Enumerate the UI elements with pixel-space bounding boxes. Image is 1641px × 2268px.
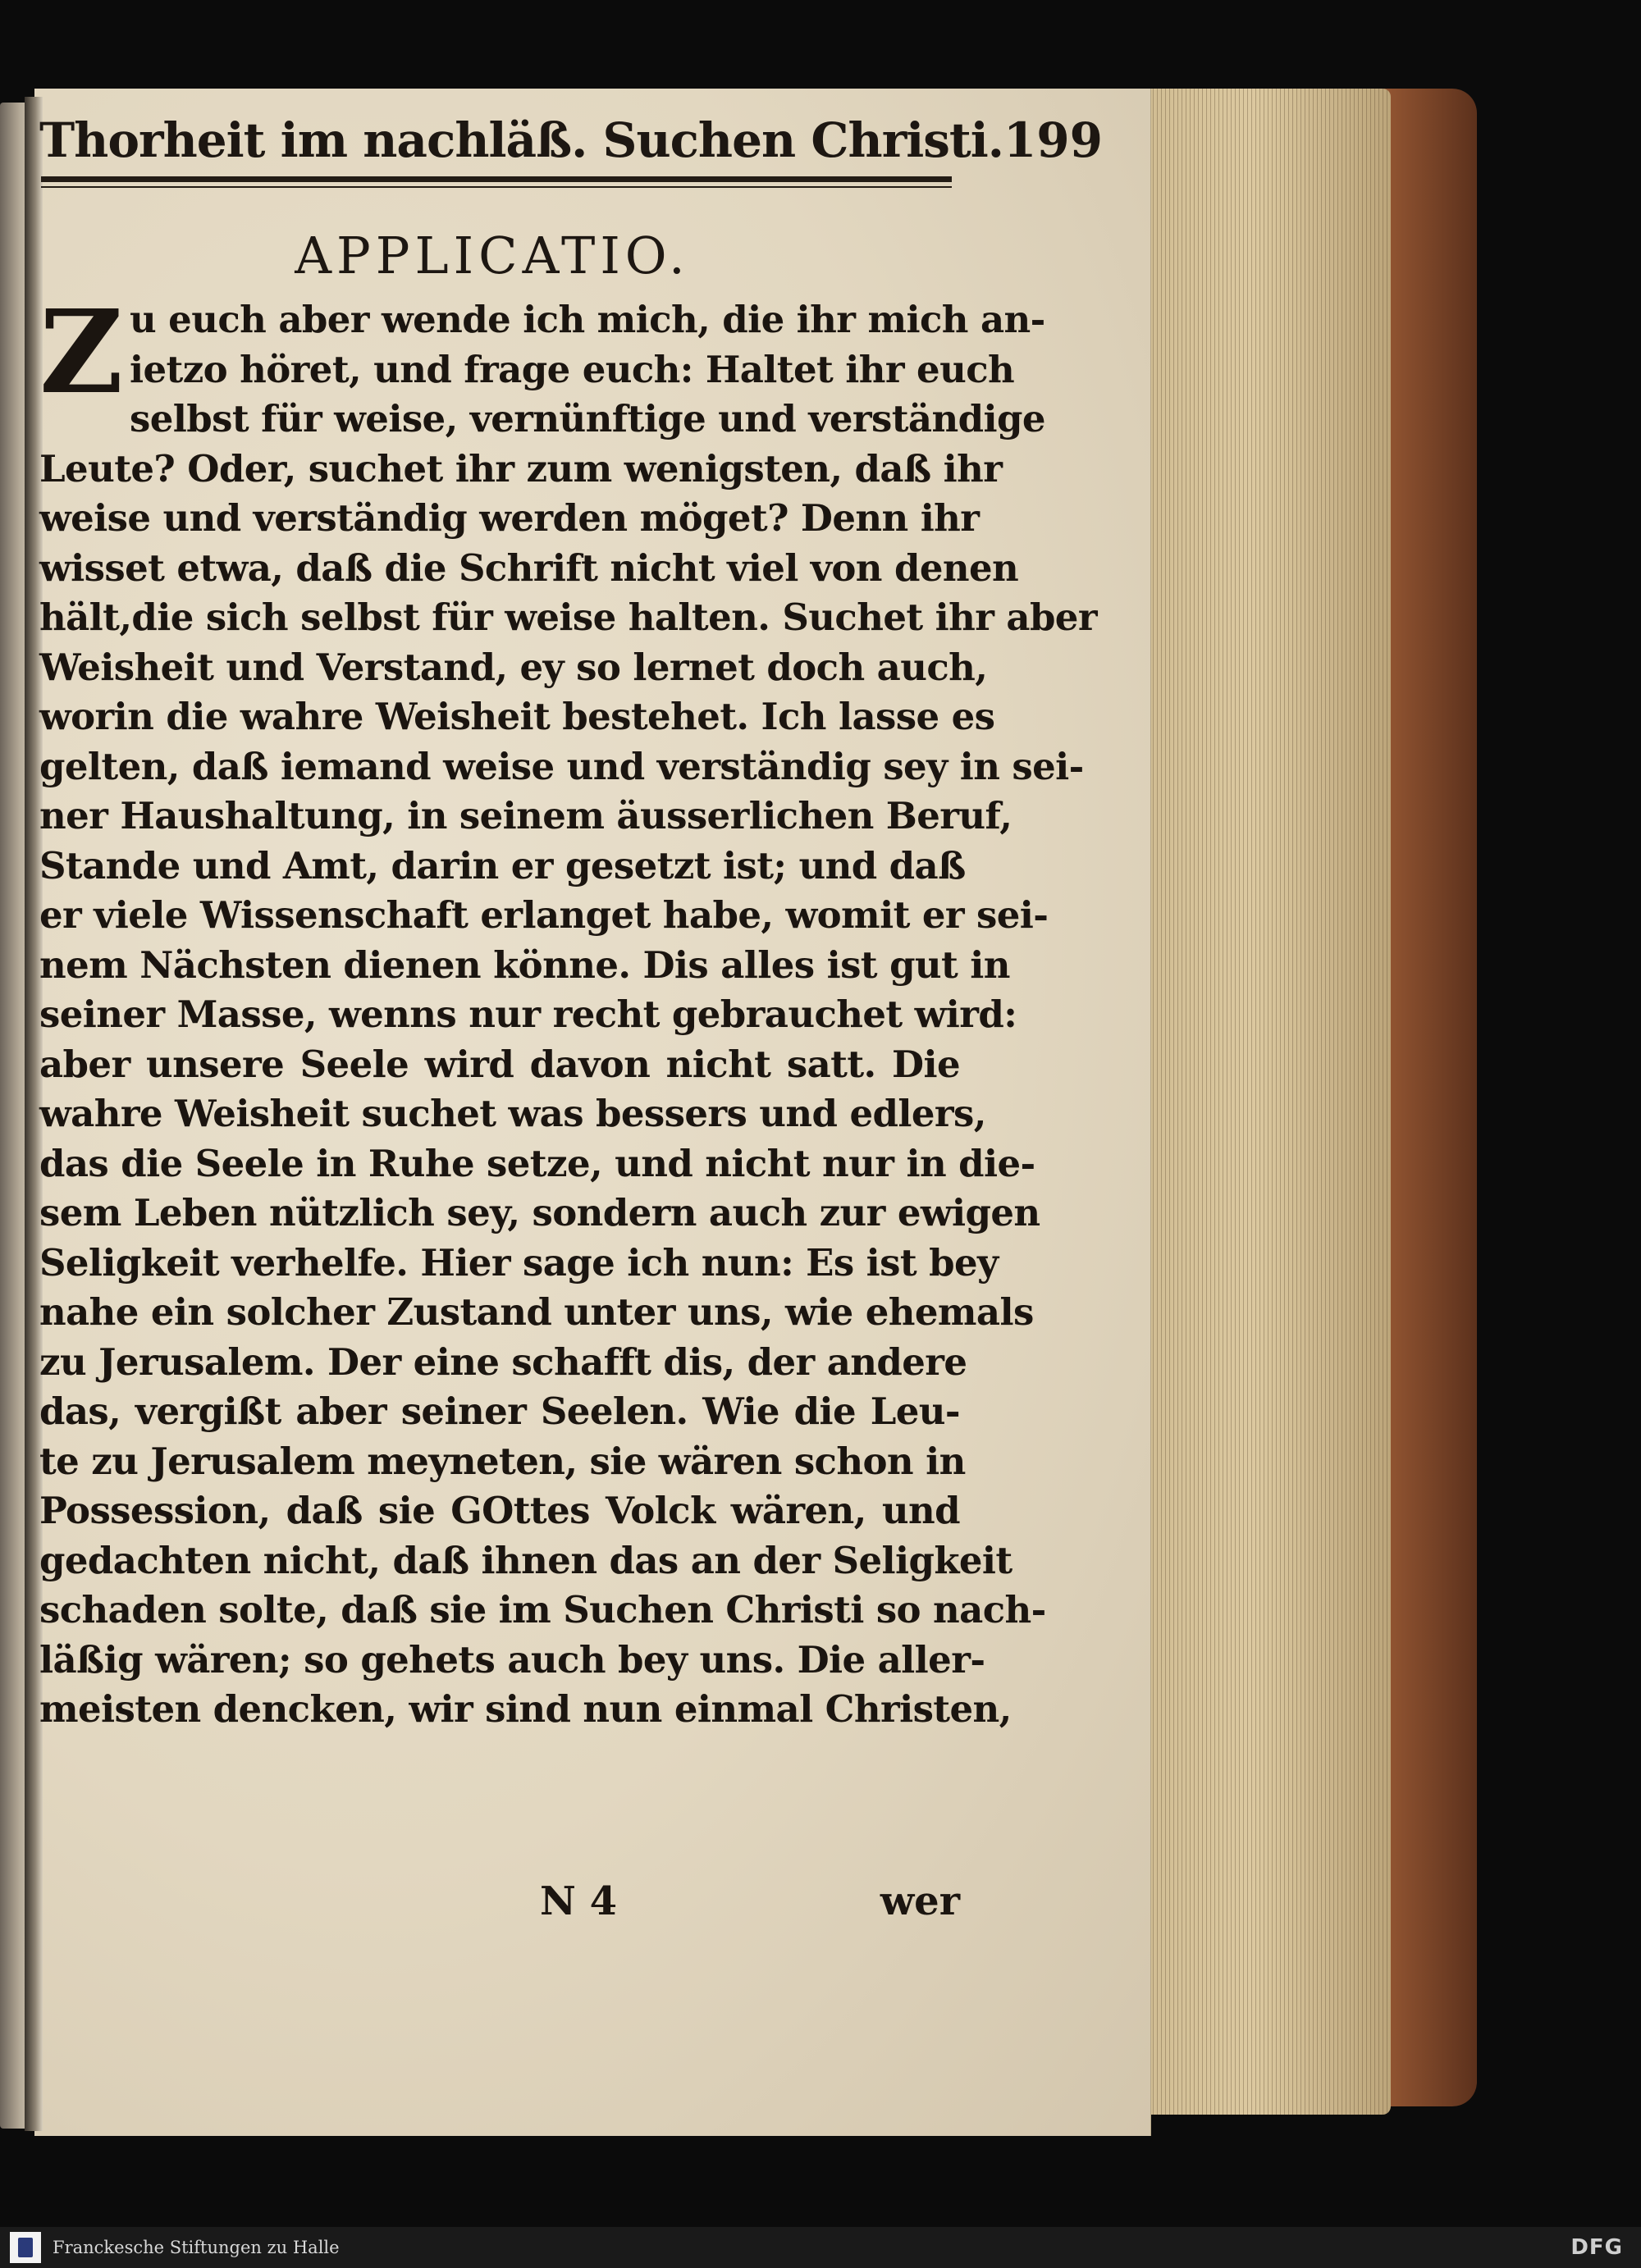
text-line: selbst für weise, vernünftige und verständige (130, 397, 1045, 440)
text-line: hält,die sich selbst für weise halten. Suchet ihr aber (39, 596, 1097, 639)
text-line: weise und verständig werden möget? Denn ihr (39, 496, 980, 540)
section-heading: APPLICATIO. (295, 226, 690, 285)
text-line: gedachten nicht, daß ihnen das an der Seligkeit (39, 1538, 1012, 1582)
text-line: wisset etwa, daß die Schrift nicht viel von denen (39, 545, 1019, 590)
signature-mark: N 4 (540, 1878, 617, 1924)
text-line: Stande und Amt, darin er gesetzt ist; und daß (39, 843, 966, 888)
page-footer (39, 1878, 960, 1936)
text-line: sem Leben nützlich sey, sondern auch zur ewigen (39, 1191, 1040, 1234)
text-line: ner Haushaltung, in seinem äusserlichen Beruf, (39, 794, 1012, 837)
text-line: Weisheit und Verstand, ey so lernet doch auch, (39, 645, 988, 689)
institution-logo-icon (10, 2232, 41, 2263)
institution-name: Franckesche Stiftungen zu Halle (53, 2238, 340, 2257)
dfg-logo: DFG (1570, 2235, 1623, 2260)
page-header (39, 103, 1104, 168)
text-line: te zu Jerusalem meyneten, sie wären schon in (39, 1439, 966, 1483)
text-line: meisten dencken, wir sind nun einmal Christen, (39, 1687, 1012, 1731)
text-line: u euch aber wende ich mich, die ihr mich an- (130, 298, 1045, 341)
text-line: zu Jerusalem. Der eine schafft dis, der andere (39, 1339, 967, 1384)
text-line: nahe ein solcher Zustand unter uns, wie ehemals (39, 1290, 1034, 1334)
text-line: nem Nächsten dienen könne. Dis alles ist gut in (39, 942, 1010, 987)
text-line: aber unsere Seele wird davon nicht satt. Die (39, 1042, 960, 1086)
text-line: seiner Masse, wenns nur recht gebrauchet wird: (39, 993, 1017, 1036)
text-line: Leute? Oder, suchet ihr zum wenigsten, daß ihr (39, 446, 1003, 491)
header-rule-thin (41, 186, 952, 188)
text-line: läßig wären; so gehets auch bey uns. Die aller- (39, 1637, 985, 1682)
text-line: wahre Weisheit suchet was bessers und edlers, (39, 1092, 986, 1135)
text-line: er viele Wissenschaft erlanget habe, womit er sei- (39, 893, 1049, 937)
header-rule (41, 176, 952, 182)
text-line: Seligkeit verhelfe. Hier sage ich nun: Es ist bey (39, 1240, 999, 1285)
drop-initial: Z (39, 285, 124, 420)
running-title: Thorheit im nachläß. Suchen Christi. (39, 112, 1003, 168)
text-line: das, vergißt aber seiner Seelen. Wie die Leu- (39, 1390, 960, 1433)
text-line: ietzo höret, und frage euch: Haltet ihr euch (130, 347, 1015, 391)
page-number: 199 (1003, 112, 1104, 168)
page-edges (1112, 89, 1391, 2115)
body-text (39, 285, 1097, 1735)
text-line: schaden solte, daß sie im Suchen Christi so nach- (39, 1588, 1046, 1631)
viewer-footer-bar (0, 2227, 1641, 2268)
text-line: das die Seele in Ruhe setze, und nicht nur in die- (39, 1141, 1035, 1185)
text-line: Possession, daß sie GOttes Volck wären, und (39, 1489, 960, 1532)
text-line: worin die wahre Weisheit bestehet. Ich lasse es (39, 695, 995, 738)
text-line: gelten, daß iemand weise und verständig sey in sei- (39, 744, 1084, 788)
catchword: wer (880, 1878, 960, 1924)
